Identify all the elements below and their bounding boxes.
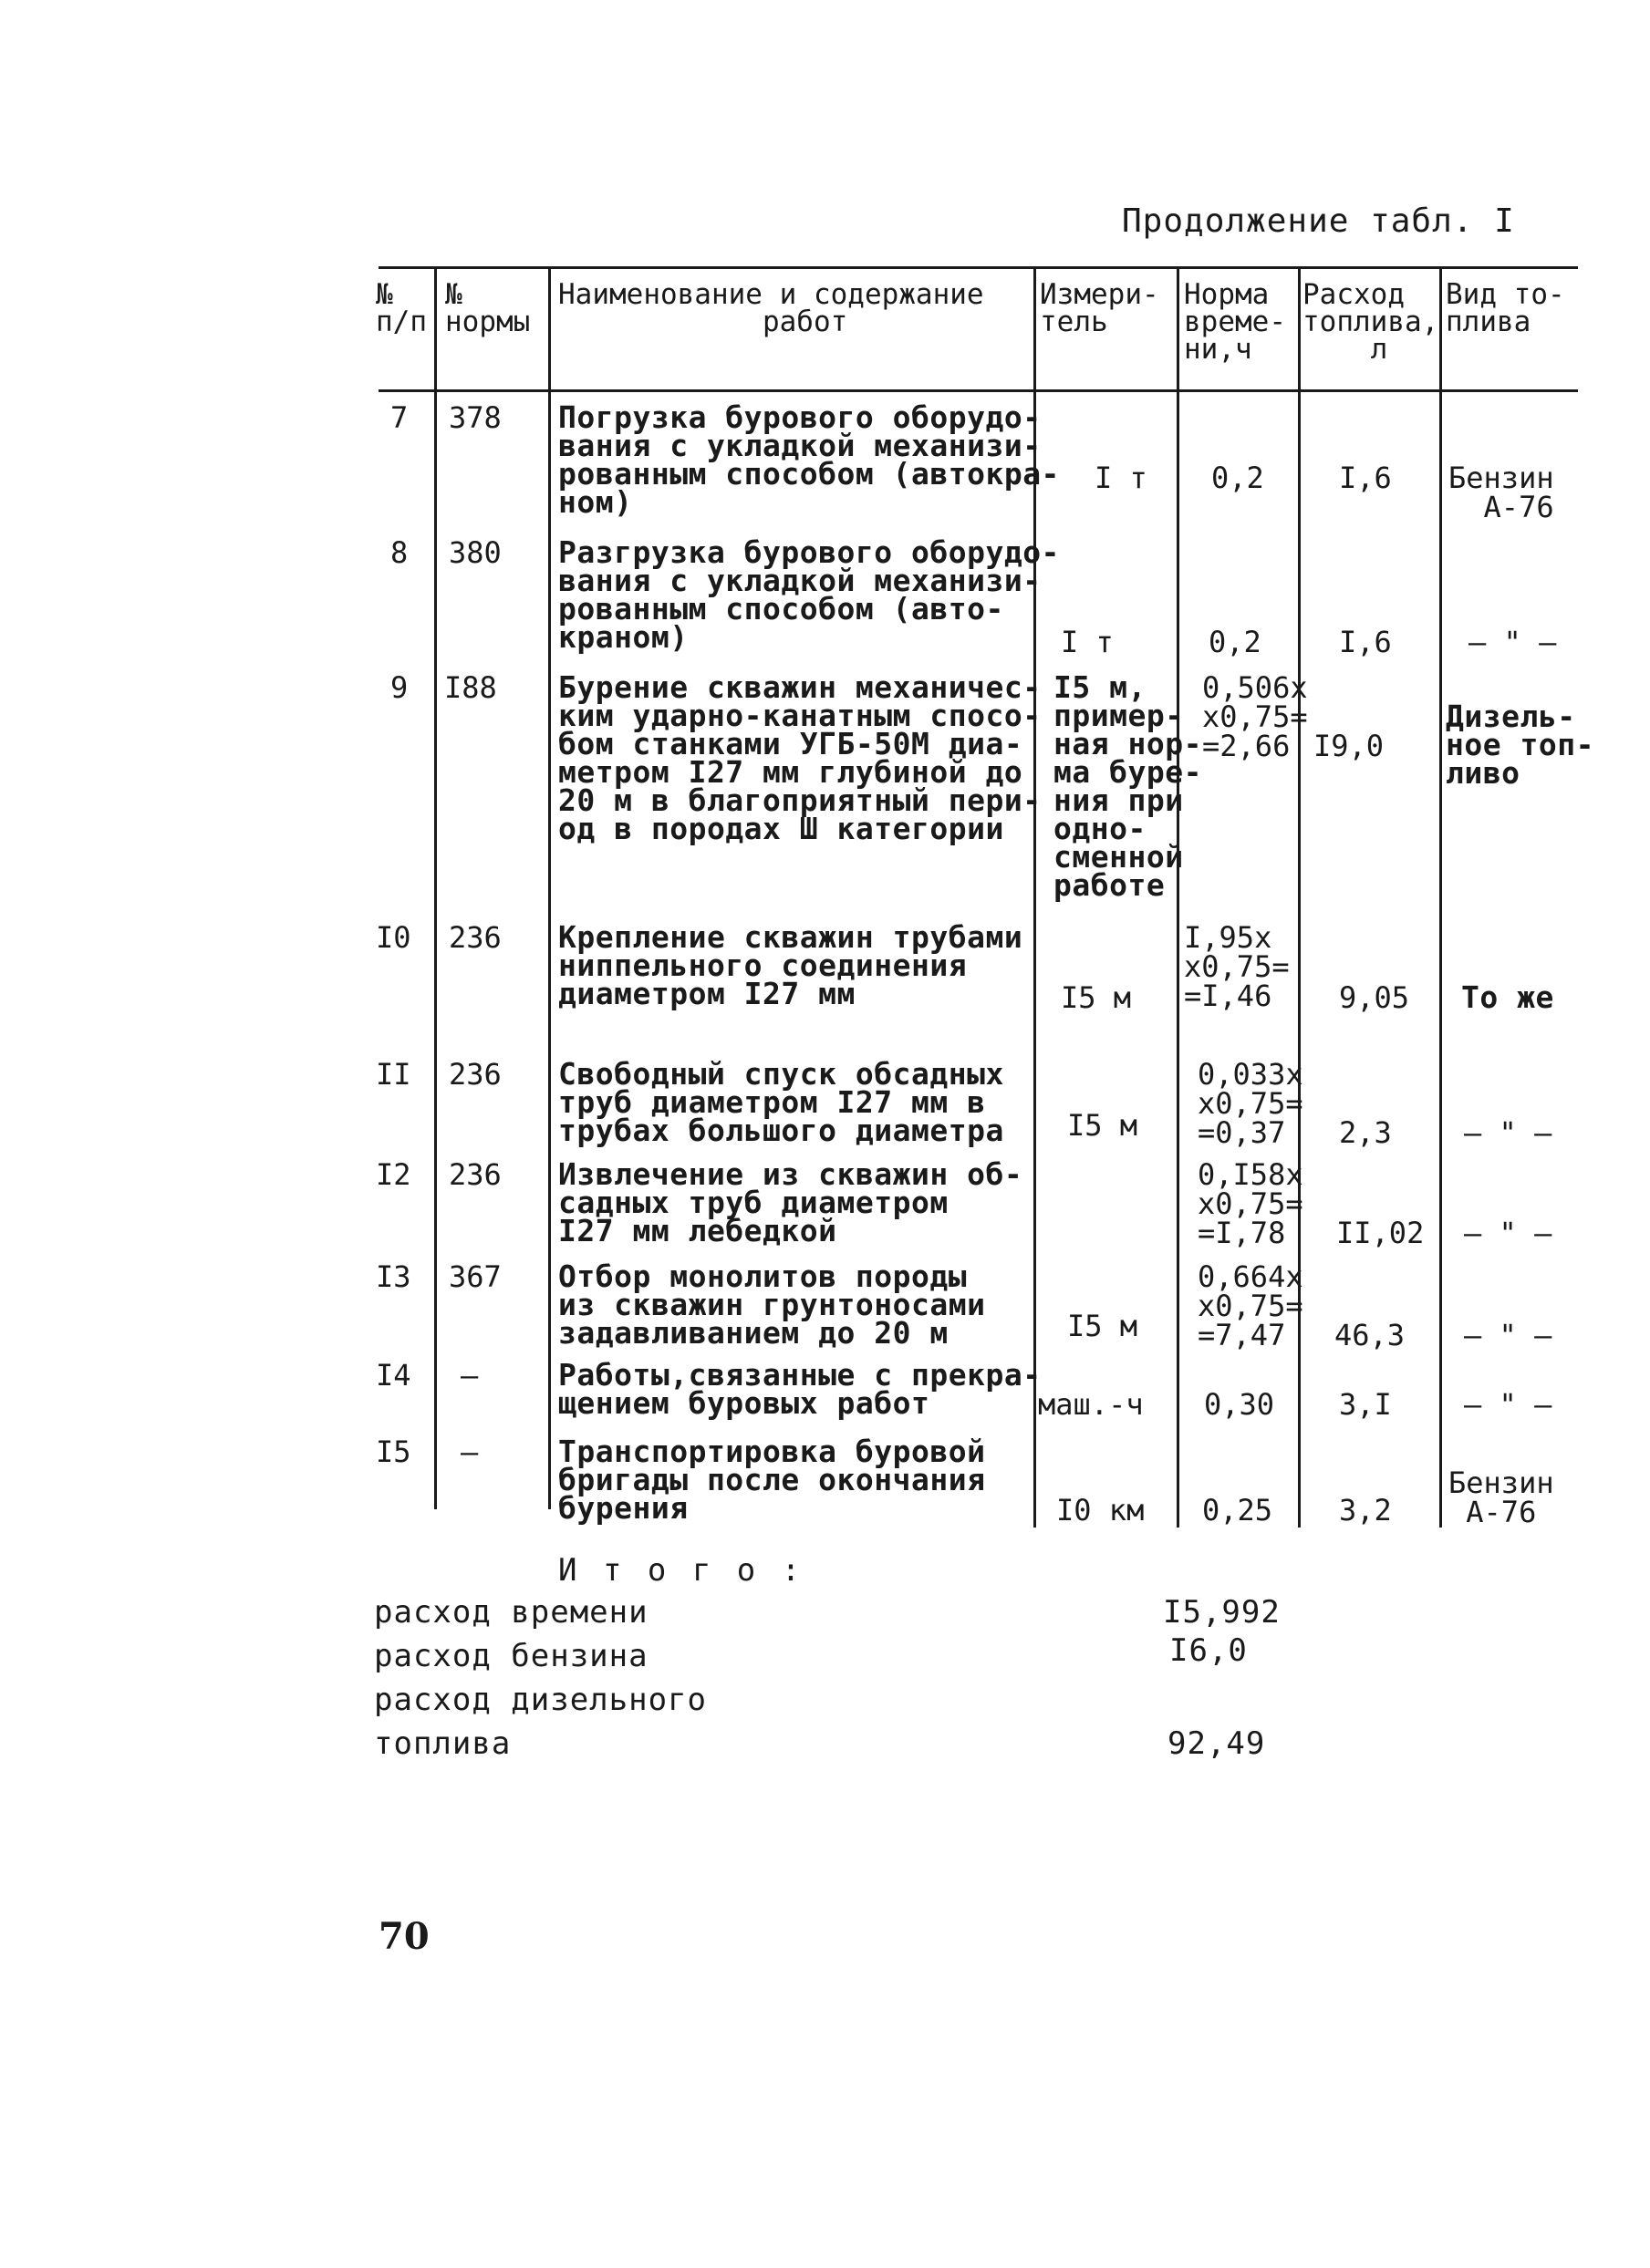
header-num: № п/п bbox=[376, 278, 427, 338]
row-time: 0,30 bbox=[1204, 1387, 1275, 1422]
row-time: 0,033х х0,75= =0,37 bbox=[1198, 1057, 1303, 1150]
row-type: – " – bbox=[1464, 1318, 1552, 1352]
row-norm: 378 bbox=[449, 400, 502, 435]
row-fuel: 3,2 bbox=[1339, 1493, 1392, 1528]
total-time-value: I5,992 bbox=[1163, 1594, 1281, 1631]
row-type: – " – bbox=[1464, 1387, 1552, 1422]
row-type: – " – bbox=[1464, 1115, 1552, 1150]
row-time: 0,506х х0,75= =2,66 bbox=[1202, 670, 1308, 763]
total-diesel-value: 92,49 bbox=[1167, 1725, 1266, 1762]
row-unit: I5 м bbox=[1067, 1108, 1138, 1143]
row-name: Разгрузка бурового оборудо- вания с укладкой механизи- рованным способом (авто- краном) bbox=[558, 534, 1060, 655]
row-type: – " – bbox=[1468, 625, 1557, 659]
row-unit: I5 м, пример- ная нор- ма буре- ния при одно- сменной работе bbox=[1053, 669, 1202, 903]
header-fuel: Расход топлива, л bbox=[1302, 278, 1439, 366]
row-time: 0,I58х х0,75= =I,78 bbox=[1198, 1157, 1303, 1250]
row-name: Крепление скважин трубами ниппельного соединения диаметром I27 мм bbox=[558, 919, 1023, 1011]
header-unit: Измери- тель bbox=[1040, 278, 1159, 338]
row-time: 0,2 bbox=[1211, 461, 1264, 495]
row-name: Извлечение из скважин об- садных труб диаметром I27 мм лебедкой bbox=[558, 1156, 1023, 1248]
total-petrol-label: расход бензина bbox=[374, 1638, 649, 1674]
row-num: I5 bbox=[376, 1434, 411, 1469]
row-unit: I т bbox=[1061, 625, 1114, 659]
row-norm: 236 bbox=[449, 920, 502, 955]
row-fuel: II,02 bbox=[1336, 1216, 1425, 1250]
row-fuel: I,6 bbox=[1339, 461, 1392, 495]
row-norm: – bbox=[461, 1358, 479, 1393]
row-unit: I т bbox=[1095, 461, 1147, 495]
header-bottom-rule bbox=[379, 389, 1578, 392]
header-type: Вид то- плива bbox=[1446, 278, 1565, 338]
row-norm: I88 bbox=[444, 670, 497, 705]
row-name: Транспортировка буровой бригады после окончания бурения bbox=[558, 1434, 986, 1526]
table-caption: Продолжение табл. I bbox=[1122, 202, 1515, 240]
page-number: 70 bbox=[379, 1915, 430, 1958]
row-fuel: I,6 bbox=[1339, 625, 1392, 659]
col-divider-2 bbox=[548, 269, 551, 1509]
totals-heading: И т о г о : bbox=[558, 1552, 804, 1589]
row-norm: 367 bbox=[449, 1259, 502, 1294]
row-name: Работы,связанные с прекра- щением буровых работ bbox=[558, 1357, 1042, 1421]
table-top-rule bbox=[379, 266, 1578, 269]
row-num: II bbox=[376, 1057, 411, 1092]
col-divider-6 bbox=[1439, 269, 1442, 1528]
total-diesel-label-2: топлива bbox=[374, 1725, 512, 1762]
total-diesel-label-1: расход дизельного bbox=[374, 1682, 707, 1718]
row-unit: I5 м bbox=[1067, 1309, 1138, 1343]
row-num: I2 bbox=[376, 1157, 411, 1192]
row-type: Бензин А-76 bbox=[1448, 1465, 1554, 1529]
row-fuel: 46,3 bbox=[1334, 1318, 1406, 1352]
row-time: I,95х х0,75= =I,46 bbox=[1184, 920, 1290, 1013]
row-num: I4 bbox=[376, 1358, 411, 1393]
row-type: – " – bbox=[1464, 1216, 1552, 1250]
row-time: 0,25 bbox=[1202, 1493, 1273, 1528]
row-name: Свободный спуск обсадных труб диаметром I27 мм в трубах большого диаметра bbox=[558, 1056, 1004, 1148]
col-divider-1 bbox=[434, 269, 437, 1509]
row-name: Отбор монолитов породы из скважин грунтоносами задавливанием до 20 м bbox=[558, 1258, 986, 1351]
total-time-label: расход времени bbox=[374, 1594, 649, 1631]
row-name: Погрузка бурового оборудо- вания с укладкой механизи- рованным способом (автокра- ном) bbox=[558, 399, 1060, 520]
row-norm: 236 bbox=[449, 1057, 502, 1092]
row-fuel: 9,05 bbox=[1339, 980, 1410, 1015]
row-time: 0,2 bbox=[1209, 625, 1261, 659]
row-type: Дизель- ное топ- ливо bbox=[1446, 699, 1594, 791]
row-num: 8 bbox=[390, 535, 409, 570]
row-num: I3 bbox=[376, 1259, 411, 1294]
row-unit: I0 км bbox=[1056, 1493, 1145, 1528]
row-unit: маш.-ч bbox=[1038, 1387, 1144, 1422]
row-fuel: 3,I bbox=[1339, 1387, 1392, 1422]
row-fuel: 2,3 bbox=[1339, 1115, 1392, 1150]
row-norm: – bbox=[461, 1434, 479, 1469]
total-petrol-value: I6,0 bbox=[1169, 1632, 1248, 1669]
row-time: 0,664х х0,75= =7,47 bbox=[1198, 1259, 1303, 1352]
row-unit: I5 м bbox=[1061, 980, 1132, 1015]
row-num: 9 bbox=[390, 670, 409, 705]
row-num: I0 bbox=[376, 920, 411, 955]
row-num: 7 bbox=[390, 400, 409, 435]
header-time: Норма време- ни,ч bbox=[1184, 278, 1286, 366]
row-norm: 380 bbox=[449, 535, 502, 570]
row-name: Бурение скважин механичес- ким ударно-канатным спосо- бом станками УГБ-50М диа- метром I27 мм глубиной до 20 м в благоприятный пери- од в породах Ш категории bbox=[558, 669, 1042, 846]
row-norm: 236 bbox=[449, 1157, 502, 1192]
row-fuel: I9,0 bbox=[1313, 729, 1385, 763]
header-norm: № нормы bbox=[445, 278, 531, 338]
row-type: Бензин А-76 bbox=[1448, 461, 1554, 524]
header-name: Наименование и содержание работ bbox=[558, 278, 984, 338]
row-type: То же bbox=[1461, 979, 1554, 1015]
